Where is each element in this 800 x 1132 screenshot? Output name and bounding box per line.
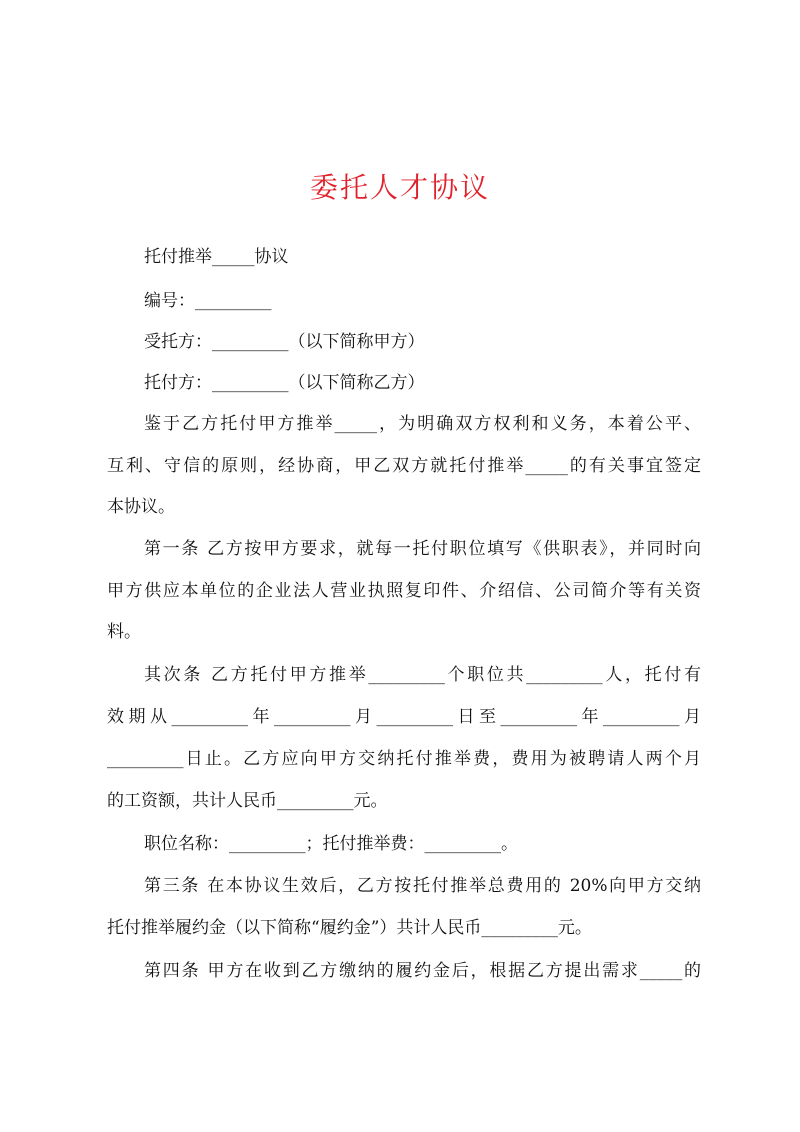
article-2-line-3: _________日止。乙方应向甲方交纳托付推举费，费用为被聘请人两个月 xyxy=(107,749,701,769)
article-1-line-1: 第一条 乙方按甲方要求，就每一托付职位填写《供职表》，并同时向 xyxy=(144,539,701,559)
party-a-line: 受托方：_________（以下简称甲方） xyxy=(144,332,425,352)
preamble-line-2: 互利、守信的原则，经协商，甲乙双方就托付推举_____的有关事宜签定 xyxy=(107,456,701,476)
article-2-line-2: 效期从_________年_________月_________日至_________年_________月 xyxy=(107,707,701,727)
position-fee-line: 职位名称：_________；托付推举费：_________。 xyxy=(144,834,518,854)
serial-number-line: 编号：_________ xyxy=(144,291,272,311)
preamble-line-1: 鉴于乙方托付甲方推举_____，为明确双方权利和义务，本着公平、 xyxy=(144,414,701,434)
article-3-line-2: 托付推举履约金（以下简称“履约金”）共计人民币_________元。 xyxy=(107,918,592,938)
article-4-line-1: 第四条 甲方在收到乙方缴纳的履约金后，根据乙方提出需求_____的 xyxy=(144,961,701,981)
article-1-line-2: 甲方供应本单位的企业法人营业执照复印件、介绍信、公司简介等有关资 xyxy=(107,581,701,601)
party-b-line: 托付方：_________（以下简称乙方） xyxy=(144,373,425,393)
article-1-line-3: 料。 xyxy=(107,622,141,642)
article-3-line-1: 第三条 在本协议生效后，乙方按托付推举总费用的 20%向甲方交纳 xyxy=(144,876,701,896)
article-2-line-1: 其次条 乙方托付甲方推举_________个职位共_________人，托付有 xyxy=(144,665,701,685)
preamble-line-3: 本协议。 xyxy=(107,497,175,517)
agreement-name-line: 托付推举_____协议 xyxy=(144,247,289,267)
article-2-line-4: 的工资额，共计人民币_________元。 xyxy=(107,791,388,811)
document-title: 委托人才协议 xyxy=(309,171,490,204)
